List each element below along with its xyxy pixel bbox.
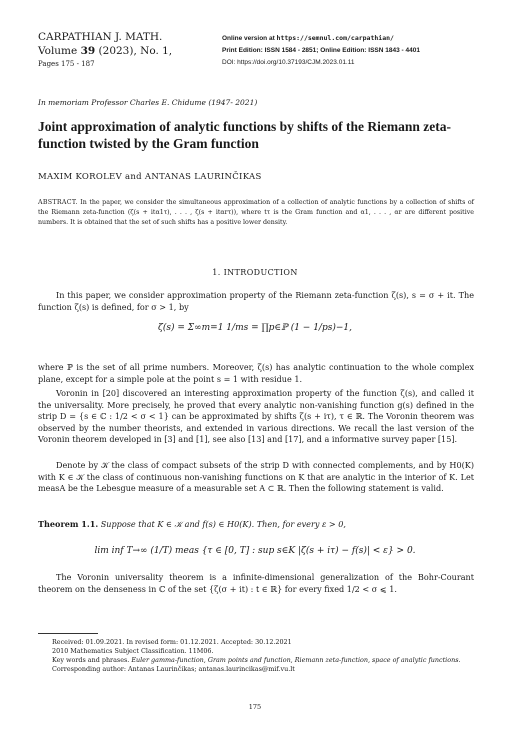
footnotes [38,638,474,674]
keywords: Key words and phrases. Euler gamma-function, Gram points and function, Riemann zeta-function, space of analytic functions. [52,656,461,664]
abstract-label: ABSTRACT. [38,199,78,206]
online-url-link[interactable]: https://semnul.com/carpathian/ [276,34,394,42]
issn-line: Print Edition: ISSN 1584 - 2851; Online Edition: ISSN 1843 - 4401 [222,47,420,54]
intro-paragraph-1: In this paper, we consider approximation property of the Riemann zeta-function ζ(s), s = σ + it. The function ζ(s) is defined, for σ > 1, by [38,290,474,312]
authors: MAXIM KOROLEV and ANTANAS LAURINČIKAS [38,172,262,182]
paper-title: Joint approximation of analytic functions by shifts of the Riemann zeta-function twisted by the Gram function [38,119,452,151]
intro-paragraph-3: Voronin in [20] discovered an interesting approximation property of the function ζ(s), and called it the universality. More precisely, he proved that every analytic non-vanishing function g(s) defined in the strip D = {s ∈ ℂ : 1/2 < σ < 1} can be approximated by shifts ζ(s + iτ), τ ∈ ℝ. The Voronin theorem was observed by the number theorists, and extended in various directions. We recall the last version of the Voronin theorem developed in [3] and [1], see also [13] and [17], and a informative survey paper [15]. [38,388,474,445]
publication-info [222,32,420,69]
corresponding-author: Corresponding author: Antanas Laurinčikas; antanas.laurincikas@mif.vu.lt [52,665,295,673]
abstract-text: In the paper, we consider the simultaneous approximation of a collection of analytic functions by a collection of shifts of the Riemann zeta-function (ζ(s + itα1τ), . . . , ζ(s + itαrτ)), where tτ is the Gram function and α1, . . . , αr are different positive numbers. It is obtained that the set of such shifts has a positive lower density. [38,199,474,226]
volume-line: Volume 39 (2023), No. 1, [38,45,173,57]
journal-name: CARPATHIAN J. MATH. [38,31,163,43]
pages-range: Pages 175 - 187 [38,60,95,68]
doi-line[interactable]: DOI: https://doi.org/10.37193/CJM.2023.01.11 [222,59,355,66]
theorem-1-1 [38,519,474,531]
abstract [38,198,474,227]
journal-header [38,30,172,70]
page-number: 175 [248,703,262,711]
received-dates: Received: 01.09.2021. In revised form: 01.12.2021. Accepted: 30.12.2021 [52,638,292,646]
intro-paragraph-4: Denote by 𝒦 the class of compact subsets of the strip D with connected complements, and by H0(K) with K ∈ 𝒦 the class of continuous non-vanishing functions on K that are analytic in the interior of K. Let measA be the Lebesgue measure of a measurable set A ⊂ ℝ. Then the following statement is valid. [38,460,474,494]
theorem-statement: Suppose that K ∈ 𝒦 and f(s) ∈ H0(K). Then, for every ε > 0, [100,519,346,529]
theorem-label: Theorem 1.1. [38,519,99,529]
msc-classification: 2010 Mathematics Subject Classification. 11M06. [52,647,214,655]
online-version: Online version at https://semnul.com/carpathian/ [222,34,394,42]
intro-paragraph-5: The Voronin universality theorem is a infinite-dimensional generalization of the Bohr-Courant theorem on the denseness in ℂ of the set {ζ(σ + it) : t ∈ ℝ} for every fixed 1/2 < σ ⩽ 1. [38,572,474,594]
memoriam-dedication: In memoriam Professor Charles E. Chidume (1947- 2021) [38,98,258,107]
equation-zeta-definition: ζ(s) = Σ∞m=1 1/ms = ∏p∈ℙ (1 − 1/ps)−1, [158,323,352,333]
section-heading: 1. INTRODUCTION [212,268,298,277]
intro-paragraph-2: where ℙ is the set of all prime numbers. Moreover, ζ(s) has analytic continuation to the whole complex plane, except for a simple pole at the point s = 1 with residue 1. [38,362,474,384]
equation-universality: lim inf T→∞ (1/T) meas {τ ∈ [0, T] : sup s∈K |ζ(s + iτ) − f(s)| < ε} > 0. [94,546,416,556]
footnote-divider [38,633,98,634]
